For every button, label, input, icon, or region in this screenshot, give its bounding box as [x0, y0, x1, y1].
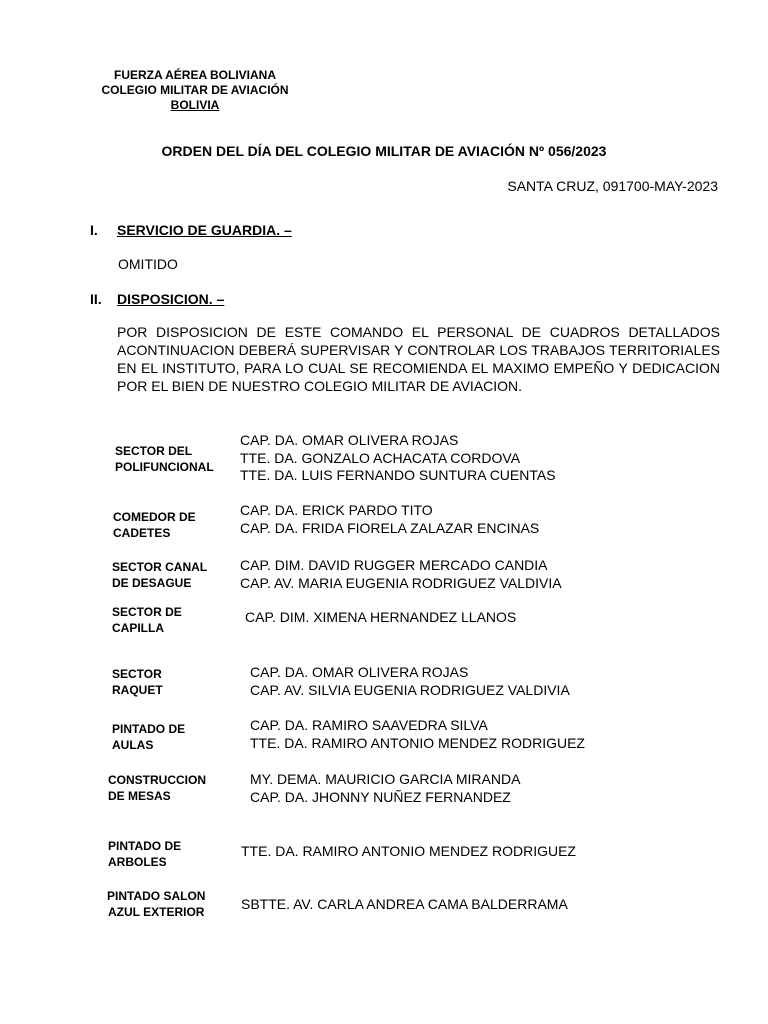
person-name: CAP. DA. JHONNY NUÑEZ FERNANDEZ [250, 788, 511, 805]
assigned-personnel [241, 896, 568, 914]
section-number: I. [90, 222, 98, 238]
person-name: MY. DEMA. MAURICIO GARCIA MIRANDA [250, 771, 521, 787]
sector-label: PINTADO DE ARBOLES [108, 839, 182, 869]
assigned-personnel [240, 557, 562, 592]
sector-label: SECTOR DE CAPILLA [112, 605, 182, 635]
section-label: DISPOSICION. – [117, 291, 225, 307]
section-number: II. [90, 291, 102, 307]
sector-label: COMEDOR DE CADETES [113, 510, 196, 540]
person-name: TTE. DA. LUIS FERNANDO SUNTURA CUENTAS [240, 467, 556, 483]
disposition-paragraph: POR DISPOSICION DE ESTE COMANDO EL PERSONAL DE CUADROS DETALLADOS ACONTINUACION DEBERÁ SUPERVISAR Y CONTROLAR LOS TRABAJOS TERRITORIALES EN EL INSTITUTO, PARA LO CUAL SE RECOMIENDA EL MAXIMO EMPEÑO Y DEDICACION POR EL BIEN DE NUESTRO COLEGIO MILITAR DE AVIACION. [117, 324, 720, 394]
header-org: FUERZA AÉREA BOLIVIANA [114, 68, 276, 82]
person-name: CAP. AV. SILVIA EUGENIA RODRIGUEZ VALDIVIA [250, 681, 570, 698]
header-country: BOLIVIA [170, 98, 220, 112]
assigned-personnel [241, 843, 576, 861]
person-name: CAP. DA. FRIDA FIORELA ZALAZAR ENCINAS [240, 519, 540, 536]
header-school: COLEGIO MILITAR DE AVIACIÓN [101, 83, 289, 97]
sector-label: SECTOR DEL POLIFUNCIONAL [115, 444, 214, 474]
document-date: SANTA CRUZ, 091700-MAY-2023 [507, 178, 718, 194]
person-name: CAP. DIM. DAVID RUGGER MERCADO CANDIA [240, 557, 548, 573]
person-name: CAP. DA. OMAR OLIVERA ROJAS [250, 664, 469, 680]
person-name: SBTTE. AV. CARLA ANDREA CAMA BALDERRAMA [241, 896, 568, 912]
sector-label: PINTADO SALON AZUL EXTERIOR [107, 889, 206, 919]
person-name: TTE. DA. GONZALO ACHACATA CORDOVA [240, 449, 521, 466]
person-name: CAP. DA. OMAR OLIVERA ROJAS [240, 432, 459, 448]
sector-label: SECTOR CANAL DE DESAGUE [112, 560, 208, 590]
section-label: SERVICIO DE GUARDIA. – [117, 222, 292, 238]
sector-label: SECTOR RAQUET [112, 667, 163, 697]
assigned-personnel [240, 502, 539, 537]
assigned-personnel [250, 771, 520, 806]
section-heading-guard [90, 222, 292, 238]
assigned-personnel [245, 609, 516, 627]
assigned-personnel [250, 664, 570, 699]
person-name: TTE. DA. RAMIRO ANTONIO MENDEZ RODRIGUEZ [241, 843, 576, 859]
person-name: CAP. AV. MARIA EUGENIA RODRIGUEZ VALDIVIA [240, 574, 562, 591]
assigned-personnel [240, 432, 556, 485]
person-name: TTE. DA. RAMIRO ANTONIO MENDEZ RODRIGUEZ [250, 734, 585, 751]
assigned-personnel [250, 717, 585, 752]
section-heading-disposition [90, 291, 224, 307]
person-name: CAP. DIM. XIMENA HERNANDEZ LLANOS [245, 609, 517, 625]
person-name: CAP. DA. ERICK PARDO TITO [240, 502, 433, 518]
sector-label: PINTADO DE AULAS [112, 722, 186, 752]
person-name: CAP. DA. RAMIRO SAAVEDRA SILVA [250, 717, 488, 733]
document-title: ORDEN DEL DÍA DEL COLEGIO MILITAR DE AVIACIÓN Nº 056/2023 [161, 143, 607, 159]
section-guard-text: OMITIDO [118, 256, 178, 272]
sector-label: CONSTRUCCION DE MESAS [108, 773, 206, 803]
